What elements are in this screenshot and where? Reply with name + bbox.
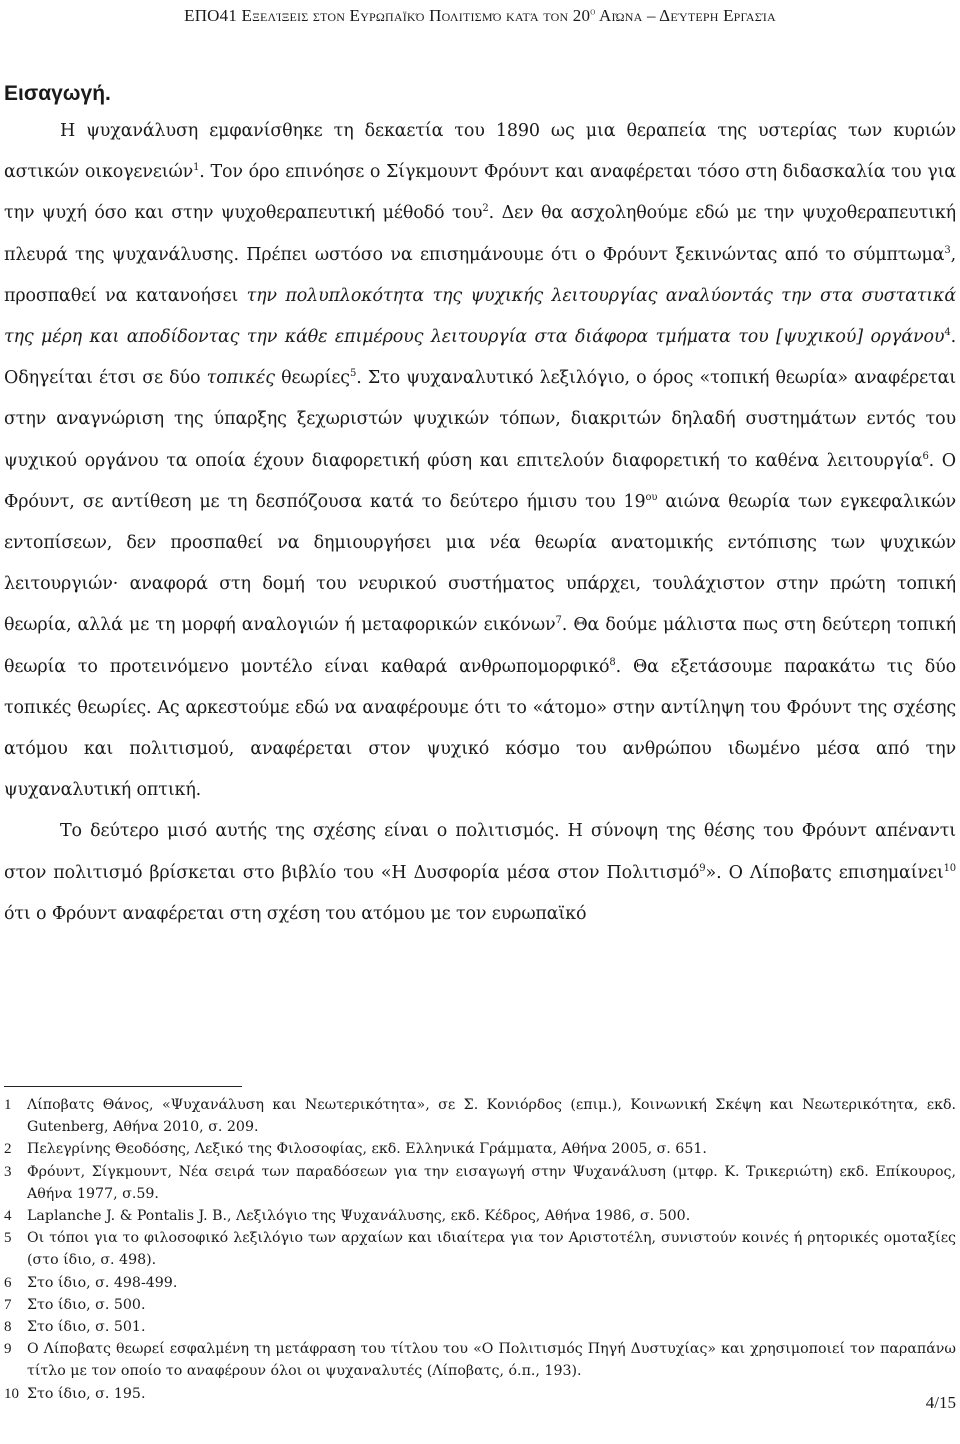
- italic-quote: την πολυπλοκότητα της ψυχικής λειτουργίας αναλύοντάς την στα συστατικά της μέρη και αποδίδοντας την κάθε επιμέρους λειτουργία στα διάφορα τμήματα του [ψυχικού] οργάνου: [4, 285, 956, 348]
- text-run: Το δεύτερο μισό αυτής της σχέσης είναι ο πολιτισμός. Η σύνοψη της θέσης του Φρόυντ απέναντι στον πολιτισμό βρίσκεται στο βιβλίο του «Η Δυσφορία μέσα στον Πολιτισμό: [4, 821, 956, 883]
- section-heading: Εισαγωγή.: [4, 82, 111, 105]
- text-run: , προσπαθεί να κατανοήσει: [4, 244, 956, 306]
- footnote-text: Στο ίδιο, σ. 501.: [27, 1319, 146, 1336]
- footnote-text: Στο ίδιο, σ. 498-499.: [27, 1274, 178, 1291]
- footnote-number: 8: [4, 1319, 12, 1336]
- footnote-ref: 10: [943, 862, 956, 874]
- footnote-ref: 3: [944, 244, 951, 256]
- footnote-separator: [4, 1086, 242, 1087]
- footnote-item: [4, 1294, 956, 1316]
- footnote-text: Λίποβατς Θάνος, «Ψυχανάλυση και Νεωτερικότητα», σε Σ. Κονιόρδος (επιμ.), Κοινωνική Σκέψη και Νεωτερικότητα, εκδ. Gutenberg, Αθήνα 2010, σ. 209.: [27, 1097, 956, 1136]
- header-title-superscript: ο: [590, 6, 596, 18]
- footnote-ref: 4: [944, 327, 951, 339]
- text-run: . Δεν θα ασχοληθούμε εδώ με την ψυχοθεραπευτική πλευρά της ψυχανάλυσης. Πρέπει ωστόσο να επισημάνουμε ότι ο Φρόυντ ξεκινώντας από το σύμπτωμα: [4, 203, 957, 265]
- footnote-ref: 9: [699, 862, 706, 874]
- footnote-item: [4, 1227, 956, 1271]
- paragraph-2: [4, 811, 956, 935]
- footnote-ref: 5: [349, 368, 357, 380]
- footnote-text: Οι τόποι για το φιλοσοφικό λεξιλόγιο των αρχαίων και ιδιαίτερα για τον Αριστοτέλη, συνιστούν κοινές ή ρητορικές ομοταξίες (στο ίδιο, σ. 498).: [27, 1230, 956, 1269]
- page-header: [0, 6, 960, 26]
- text-run: θεωρίες: [274, 368, 350, 389]
- footnote-text: Φρόυντ, Σίγκμουντ, Νέα σειρά των παραδόσεων για την εισαγωγή στην Ψυχανάλυση (μτφρ. Κ. Τρικεριώτη) εκδ. Επίκουρος, Αθήνα 1977, σ.59.: [27, 1163, 956, 1202]
- footnote-number: 6: [4, 1274, 12, 1291]
- footnote-ref: 1: [193, 162, 200, 174]
- footnote-ref: 2: [482, 203, 489, 215]
- footnote-text: Πελεγρίνης Θεοδόσης, Λεξικό της Φιλοσοφίας, εκδ. Ελληνικά Γράμματα, Αθήνα 2005, σ. 651.: [27, 1141, 707, 1158]
- text-run: . Θα εξετάσουμε παρακάτω τις δύο τοπικές θεωρίες. Ας αρκεστούμε εδώ να αναφέρουμε ότι το «άτομο» στην αντίληψη του Φρόυντ της σχέσης ατόμου και πολιτισμού, αναφέρεται στον ψυχικό κόσμο του ανθρώπου ιδωμένο μέσα από την ψυχαναλυτική οπτική.: [4, 656, 956, 801]
- header-title-end: Αιώνα – Δεύτερη Εργασία: [595, 6, 776, 25]
- text-run: αιώνα θεωρία των εγκεφαλικών εντοπίσεων, δεν προσπαθεί να δημιουργήσει μια νέα θεωρία ανατομικής εντόπισης των ψυχικών λειτουργιών· αναφορά στη δομή του νευρικού συστήματος υπάρχει, τουλάχιστον στην πρώτη τοπική θεωρία, αλλά με τη μορφή αναλογιών ή μεταφορικών εικόνων: [4, 491, 956, 636]
- text-run: ». Ο Λίποβατς επισημαίνει: [705, 862, 944, 883]
- footnote-number: 9: [4, 1341, 12, 1358]
- page-number: 4/15: [925, 1393, 956, 1412]
- footnote-item: [4, 1383, 956, 1405]
- footnote-text: Στο ίδιο, σ. 195.: [27, 1385, 146, 1402]
- footnote-ref: 7: [555, 615, 562, 627]
- text-run: . Θα δούμε μάλιστα πως στη δεύτερη τοπική θεωρία το προτεινόμενο μοντέλο είναι καθαρά ανθρωπομορφικό: [4, 615, 957, 677]
- footnotes: [4, 1094, 956, 1405]
- footnote-number: 4: [4, 1208, 12, 1225]
- footnote-number: 7: [4, 1296, 12, 1313]
- main-text: [4, 82, 956, 935]
- text-run: ότι ο Φρόυντ αναφέρεται στη σχέση του ατόμου με τον ευρωπαϊκό: [4, 903, 587, 924]
- footnote-text: Ο Λίποβατς θεωρεί εσφαλμένη τη μετάφραση του τίτλου του «Ο Πολιτισμός Πηγή Δυστυχίας» και χρησιμοποιεί τον παραπάνω τίτλο με τον οποίο το αναφέρουν όλοι οι ψυχαναλυτές (Λίποβατς, ό.π., 193).: [27, 1341, 956, 1380]
- footnote-number: 1: [4, 1097, 12, 1113]
- paragraph-1: [4, 111, 956, 811]
- footnote-text: Στο ίδιο, σ. 500.: [27, 1296, 146, 1313]
- italic-term: τοπικές: [206, 368, 275, 389]
- footnote-item: [4, 1316, 956, 1338]
- footnote-item: [4, 1138, 956, 1160]
- footnote-item: [4, 1094, 956, 1138]
- footnote-ref: 6: [922, 450, 929, 462]
- header-title: ΕΠΟ41 Εξελίξεις στον Ευρωπαϊκό Πολιτισμό κατά τον 20: [184, 6, 591, 25]
- ordinal-suffix: ου: [645, 492, 658, 503]
- text-run: . Στο ψυχαναλυτικό λεξιλόγιο, ο όρος «τοπική θεωρία» αναφέρεται στην αναγνώριση της ύπαρξης ξεχωριστών ψυχικών τόπων, διακριτών δηλαδή συστημάτων εντός του ψυχικού οργάνου τα οποία έχουν διαφορετική φύση και επιτελούν διαφορετική το καθένα λειτουργία: [4, 368, 956, 471]
- footnote-item: [4, 1161, 956, 1205]
- footnote-number: 10: [4, 1385, 19, 1402]
- footnote-item: [4, 1205, 956, 1227]
- footnote-number: 3: [4, 1163, 12, 1180]
- footnote-item: [4, 1272, 956, 1294]
- footnote-item: [4, 1338, 956, 1382]
- text-run: Η ψυχανάλυση εμφανίσθηκε τη δεκαετία του 1890 ως μια θεραπεία της υστερίας των κυριών αστικών οικογενειών: [4, 121, 956, 183]
- text-run: . Τον όρο επινόησε ο Σίγκμουντ Φρόυντ και αναφέρεται τόσο στη διδασκαλία του για την ψυχή όσο και στην ψυχοθεραπευτική μέθοδό του: [4, 162, 956, 224]
- text-run: . Ο Φρόυντ, σε αντίθεση με τη δεσπόζουσα κατά το δεύτερο ήμισυ του 19: [4, 450, 956, 512]
- footnote-text: Laplanche J. & Pontalis J. B., Λεξιλόγιο της Ψυχανάλυσης, εκδ. Κέδρος, Αθήνα 1986, σ. 500.: [27, 1208, 691, 1225]
- footnote-number: 2: [4, 1141, 12, 1158]
- footnote-ref: 8: [609, 656, 616, 668]
- footnote-number: 5: [4, 1230, 12, 1247]
- text-run: . Οδηγείται έτσι σε δύο: [4, 327, 956, 389]
